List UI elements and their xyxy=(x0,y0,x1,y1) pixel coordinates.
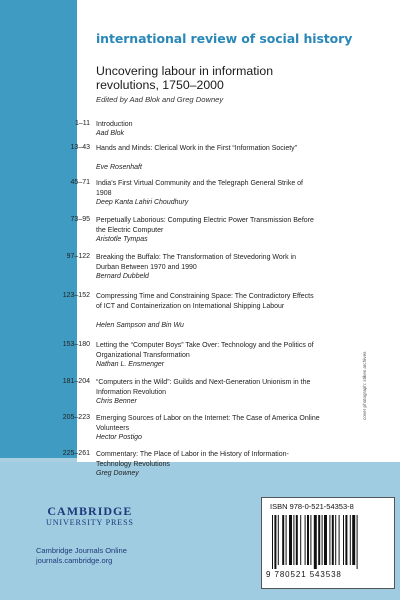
publisher-press: UNIVERSITY PRESS xyxy=(46,518,134,527)
barcode-bar xyxy=(352,515,355,565)
blue-sidebar xyxy=(0,0,77,458)
isbn-digits: 9 780521 543538 xyxy=(266,570,342,579)
toc-title: India’s First Virtual Community and the Telegraph General Strike of 1908 xyxy=(96,180,303,197)
barcode-bar xyxy=(286,515,287,565)
journals-online-title: Cambridge Journals Online xyxy=(36,546,127,555)
barcode-bar xyxy=(289,515,292,565)
barcode-bar xyxy=(350,515,351,565)
barcode-bar xyxy=(278,515,279,565)
publisher-logo xyxy=(46,504,134,527)
toc-pages: 1–11 xyxy=(74,120,90,127)
toc-pages: 123–152 xyxy=(62,292,90,299)
barcode-bar xyxy=(282,515,284,565)
toc-pages: 225–261 xyxy=(62,450,90,457)
barcode-bar xyxy=(343,515,344,565)
toc-author: Aristotle Tympas xyxy=(96,236,148,243)
isbn-label: ISBN 978-0-521-54353-8 xyxy=(270,502,354,511)
barcode-bar xyxy=(272,515,273,569)
toc-pages: 205–223 xyxy=(62,414,90,421)
toc-author: Eve Rosenhaft xyxy=(96,164,142,171)
barcode-bar xyxy=(318,515,320,565)
barcode-bar xyxy=(310,515,311,565)
toc-author: Helen Sampson and Bin Wu xyxy=(96,322,184,329)
barcode-bar xyxy=(357,515,358,569)
barcode-bar xyxy=(314,515,317,569)
barcode-bar xyxy=(305,515,306,565)
barcode-bar xyxy=(335,515,336,565)
journals-online xyxy=(36,546,127,566)
toc-title: Emerging Sources of Labor on the Internet: The Case of America Online Volunteers xyxy=(96,415,320,432)
toc-author: Chris Benner xyxy=(96,398,137,405)
toc-title: Perpetually Laborious: Computing Electric Power Transmission Before the Electric Computer xyxy=(96,217,314,234)
barcode-bar xyxy=(329,515,330,565)
toc-author: Nathan L. Ensmenger xyxy=(96,361,165,368)
photo-credit: cover photograph: stikes archives xyxy=(362,351,367,420)
toc-title: Compressing Time and Constraining Space: The Contradictory Effects of ICT and Containerization on International Shipping Labour xyxy=(96,293,314,310)
barcode-bar xyxy=(293,515,294,565)
toc-title: Commentary: The Place of Labor in the History of Information-Technology Revolutions xyxy=(96,451,289,468)
publisher-name: CAMBRIDGE xyxy=(47,504,133,518)
barcode-bar xyxy=(307,515,309,565)
isbn-barcode xyxy=(261,497,395,589)
journals-online-url: journals.cambridge.org xyxy=(36,556,113,565)
toc-author: Bernard Dubbeld xyxy=(96,273,149,280)
barcode-bar xyxy=(296,515,298,565)
toc-title: Breaking the Buffalo: The Transformation of Stevedoring Work in Durban Between 1970 and 1990 xyxy=(96,254,296,271)
toc-pages: 73–95 xyxy=(70,216,90,223)
toc-pages: 45–71 xyxy=(70,179,90,186)
barcode-bar xyxy=(322,515,323,565)
toc-pages: 97–122 xyxy=(66,253,90,260)
toc-title: Introduction xyxy=(96,121,133,128)
barcode-bar xyxy=(324,515,327,565)
toc-title: Letting the “Computer Boys” Take Over: Technology and the Politics of Organizational Transformation xyxy=(96,342,314,359)
issue-editors: Edited by Aad Blok and Greg Downey xyxy=(96,95,224,104)
toc-pages: 181–204 xyxy=(62,378,90,385)
toc-title: Hands and Minds: Clerical Work in the First “Information Society” xyxy=(96,145,297,152)
toc-pages: 153–180 xyxy=(62,341,90,348)
issue-title: Uncovering labour in information revolutions, 1750–2000 xyxy=(96,64,274,92)
toc-author: Deep Kanta Lahiri Choudhury xyxy=(96,199,189,206)
toc-author: Greg Downey xyxy=(96,470,139,477)
barcode-bar xyxy=(274,515,276,569)
toc-pages: 13–43 xyxy=(70,144,90,151)
barcode-bar xyxy=(332,515,334,565)
barcode-bar xyxy=(339,515,340,565)
journal-title: international review of social history xyxy=(96,31,353,46)
barcode-bar xyxy=(345,515,347,565)
toc-author: Aad Blok xyxy=(96,130,125,137)
toc-title: “Computers in the Wild”: Guilds and Next-Generation Unionism in the Information Revolution xyxy=(96,379,311,396)
toc-author: Hector Postigo xyxy=(96,434,142,441)
barcode-bar xyxy=(300,515,301,565)
barcode-icon xyxy=(270,515,386,569)
